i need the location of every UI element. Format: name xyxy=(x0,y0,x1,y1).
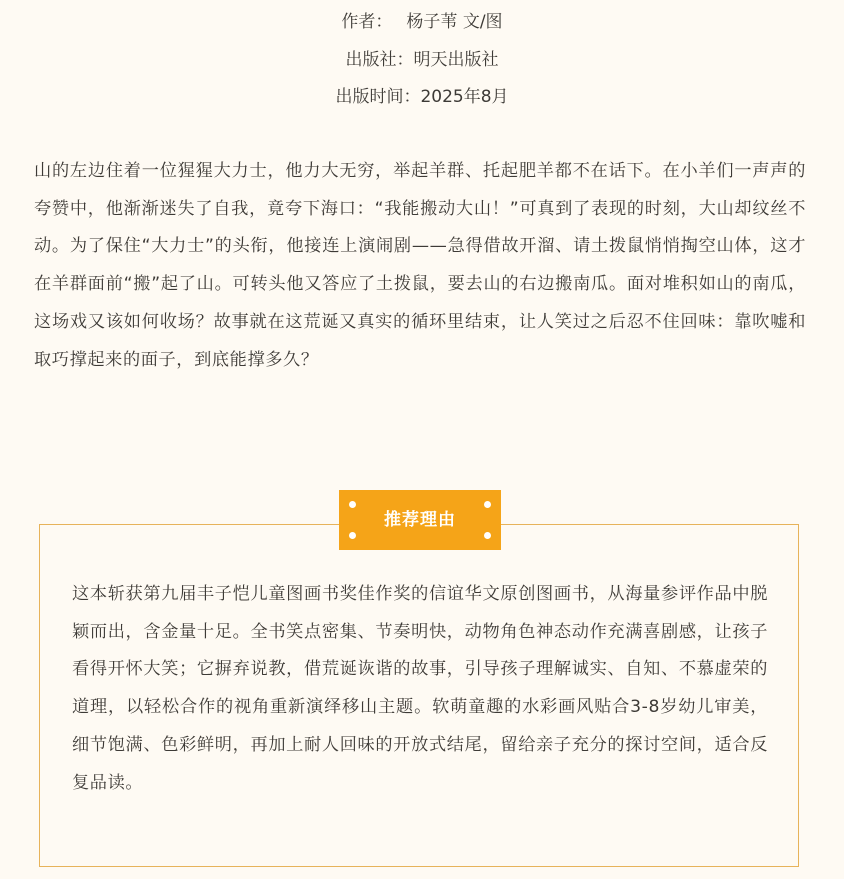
publisher-label: 出版社： xyxy=(345,49,414,70)
recommendation-text: 这本斩获第九届丰子恺儿童图画书奖佳作奖的信谊华文原创图画书，从海量参评作品中脱颖而出，含金量十足。全书笑点密集、节奏明快，动物角色神态动作充满喜剧感，让孩子看得开怀大笑；它摒弃说教，借荒诞诙谐的故事，引导孩子理解诚实、自知、不慕虚荣的道理，以轻松合作的视角重新演绎移山主题。软萌童趣的水彩画风贴合3-8岁幼儿审美，细节饱满、色彩鲜明，再加上耐人回味的开放式结尾，留给亲子充分的探讨空间，适合反复品读。 xyxy=(72,584,768,793)
badge-dot-decoration xyxy=(484,501,491,508)
author-line xyxy=(0,4,844,42)
author-value: 杨子苇 文/图 xyxy=(406,12,503,32)
synopsis-paragraph: 山的左边住着一位猩猩大力士，他力大无穷，举起羊群、托起肥羊都不在话下。在小羊们一声声的夸赞中，他渐渐迷失了自我，竟夸下海口：“我能搬动大山！”可真到了表现的时刻，大山却纹丝不动。为了保住“大力士”的头衔，他接连上演闹剧——急得借故开溜、请土拨鼠悄悄掏空山体，这才在羊群面前“搬”起了山。可转头他又答应了土拨鼠，要去山的右边搬南瓜。面对堆积如山的南瓜，这场戏又该如何收场？故事就在这荒诞又真实的循环里结束，让人笑过之后忍不住回味：靠吹嘘和取巧撑起来的面子，到底能撑多久？ xyxy=(34,161,806,370)
recommendation-badge-label: 推荐理由 xyxy=(384,509,456,530)
badge-dot-decoration xyxy=(484,532,491,539)
badge-dot-decoration xyxy=(349,532,356,539)
badge-dot-decoration xyxy=(349,501,356,508)
publisher-line xyxy=(0,42,844,80)
publish-date-label: 出版时间： xyxy=(335,87,421,107)
book-info xyxy=(0,4,844,117)
publish-date-value: 2025年8月 xyxy=(420,87,509,107)
recommendation-badge xyxy=(339,490,501,550)
publish-date-line xyxy=(0,79,844,117)
recommendation-box xyxy=(39,524,799,867)
publisher-value: 明天出版社 xyxy=(413,49,499,70)
author-label: 作者： xyxy=(341,12,393,32)
